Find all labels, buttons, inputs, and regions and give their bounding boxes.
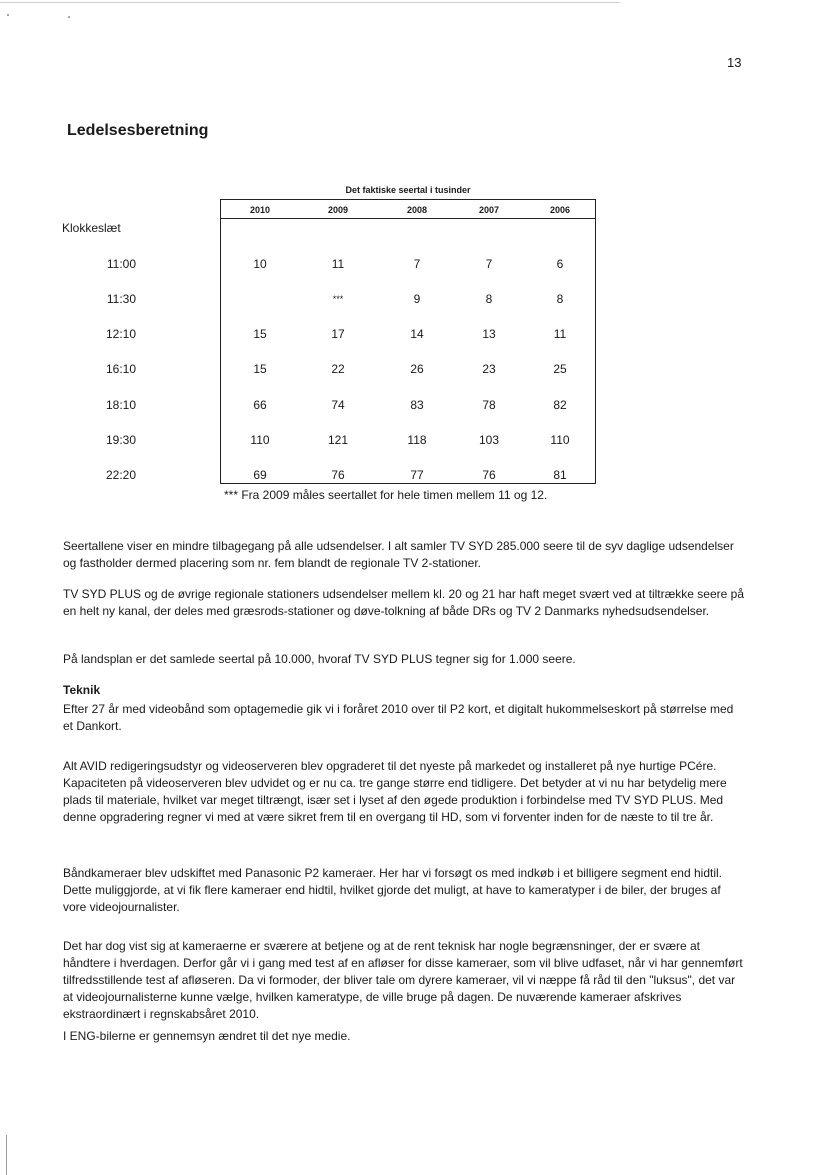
table-cell: 23: [482, 362, 496, 376]
page-number: 13: [727, 55, 742, 70]
row-time: 18:10: [105, 398, 136, 412]
table-cell: 83: [410, 398, 424, 412]
table-cell: 7: [413, 257, 421, 271]
year-header: 2008: [406, 205, 428, 215]
table-cell: 13: [482, 327, 496, 341]
paragraph-camera-issues: Det har dog vist sig at kameraerne er sværere at betjene og at de rent teknisk har nogle begrænsninger, der er svære at håndtere i hverdagen. Derfor går vi i gang med test af en afløser for disse kameraer, som vil blive udfaset, når vi har gennemført tilfredsstillende test af afløseren. Da vi formoder, der bliver tale om dyrere kameraer, vil vi næppe få råd til den "luksus", det var at videojournalisterne kunne vælge, hvilken kameratype, de ville bruge på dagen. De nuværende kameraer afskrives ekstraordinært i regnskabsåret 2010.: [63, 939, 743, 1021]
paragraph-tv-syd-plus: TV SYD PLUS og de øvrige regionale stationers udsendelser mellem kl. 20 og 21 har haft meget svært ved at tiltrække seere på en helt ny kanal, der deles med græsrods-stationer og døve-tolkning af både DRs og TV 2 Danmarks nyhedsudsendelser.: [63, 587, 744, 618]
table-cell: 15: [253, 327, 267, 341]
scan-speck: [68, 16, 70, 18]
table-header-divider: [220, 218, 596, 219]
table-cell: 25: [553, 362, 567, 376]
table-cell: 76: [331, 468, 345, 482]
table-cell: 10: [253, 257, 267, 271]
table-cell: 7: [485, 257, 493, 271]
table-cell: 110: [550, 433, 570, 447]
table-cell: 78: [482, 398, 496, 412]
scan-edge-mark: [6, 1135, 7, 1175]
table-cell: 11: [553, 327, 567, 341]
table-cell-footnote-mark: ***: [332, 294, 344, 304]
table-cell: 69: [253, 468, 267, 482]
scan-speck: [7, 14, 9, 16]
table-caption: Det faktiske seertal i tusinder: [345, 185, 471, 195]
table-cell: 9: [413, 292, 421, 306]
table-cell: 81: [553, 468, 567, 482]
paragraph-cameras: Båndkameraer blev udskiftet med Panasonic P2 kameraer. Her har vi forsøgt os med indkøb i et billigere segment end hidtil. Dette muliggjorde, at vi fik flere kameraer end hidtil, hvilket gjorde det muligt, at have to kameratyper i de biler, der bruges af vore videojournalister.: [63, 866, 722, 914]
table-cell: 74: [331, 398, 345, 412]
table-cell: 8: [556, 292, 564, 306]
table-footnote: *** Fra 2009 måles seertallet for hele timen mellem 11 og 12.: [224, 488, 548, 502]
table-cell: 15: [253, 362, 267, 376]
paragraph-avid-upgrade: Alt AVID redigeringsudstyr og videoserveren blev opgraderet til det nyeste på markedet og installeret på nye hurtige PCére. Kapaciteten på videoserveren blev udvidet og er nu ca. tre gange større end tidligere. Det betyder at vi nu har betydelig mere plads til materiale, hvilket var meget tiltrængt, især set i lyset af den øgede produktion i forbindelse med TV SYD PLUS. Med denne opgradering regner vi med at være sikret frem til en overgang til HD, som vi forventer inden for de næste to til tre år.: [63, 759, 727, 824]
table-cell: 11: [331, 257, 345, 271]
paragraph-p2-cards: Efter 27 år med videobånd som optagemedie gik vi i foråret 2010 over til P2 kort, et digitalt hukommelseskort på størrelse med et Dankort.: [63, 702, 734, 733]
row-time: 16:10: [105, 362, 136, 376]
table-cell: 14: [410, 327, 424, 341]
row-time: 19:30: [105, 433, 136, 447]
paragraph-viewers: Seertallene viser en mindre tilbagegang på alle udsendelser. I alt samler TV SYD 285.000 seere til de syv daglige udsendelser og fastholder dermed placering som nr. fem blandt de regionale TV 2-stationer.: [63, 539, 734, 570]
section-heading-teknik: Teknik: [63, 683, 101, 697]
page-heading: Ledelsesberetning: [67, 122, 209, 139]
table-cell: 103: [478, 433, 500, 447]
row-time: 12:10: [105, 327, 136, 341]
table-cell: 22: [331, 362, 345, 376]
table-cell: 121: [327, 433, 349, 447]
row-time: 11:00: [106, 257, 136, 271]
scan-border-line: [0, 2, 620, 3]
table-cell: 118: [407, 433, 427, 447]
table-cell: 110: [250, 433, 270, 447]
row-time: 22:20: [105, 468, 136, 482]
paragraph-national: På landsplan er det samlede seertal på 10.000, hvoraf TV SYD PLUS tegner sig for 1.000 seere.: [63, 652, 576, 666]
year-header: 2009: [327, 205, 349, 215]
table-cell: 6: [556, 257, 564, 271]
year-header: 2010: [249, 205, 271, 215]
year-header: 2007: [478, 205, 500, 215]
paragraph-eng-vehicles: I ENG-bilerne er gennemsyn ændret til det nye medie.: [63, 1029, 351, 1043]
table-cell: 66: [253, 398, 267, 412]
table-cell: 8: [485, 292, 493, 306]
table-cell: 17: [331, 327, 345, 341]
row-header-label: Klokkeslæt: [62, 221, 121, 235]
row-time: 11:30: [106, 292, 136, 306]
table-cell: 82: [553, 398, 567, 412]
table-cell: 76: [482, 468, 496, 482]
year-header: 2006: [549, 205, 571, 215]
table-cell: 77: [410, 468, 424, 482]
table-cell: 26: [410, 362, 424, 376]
